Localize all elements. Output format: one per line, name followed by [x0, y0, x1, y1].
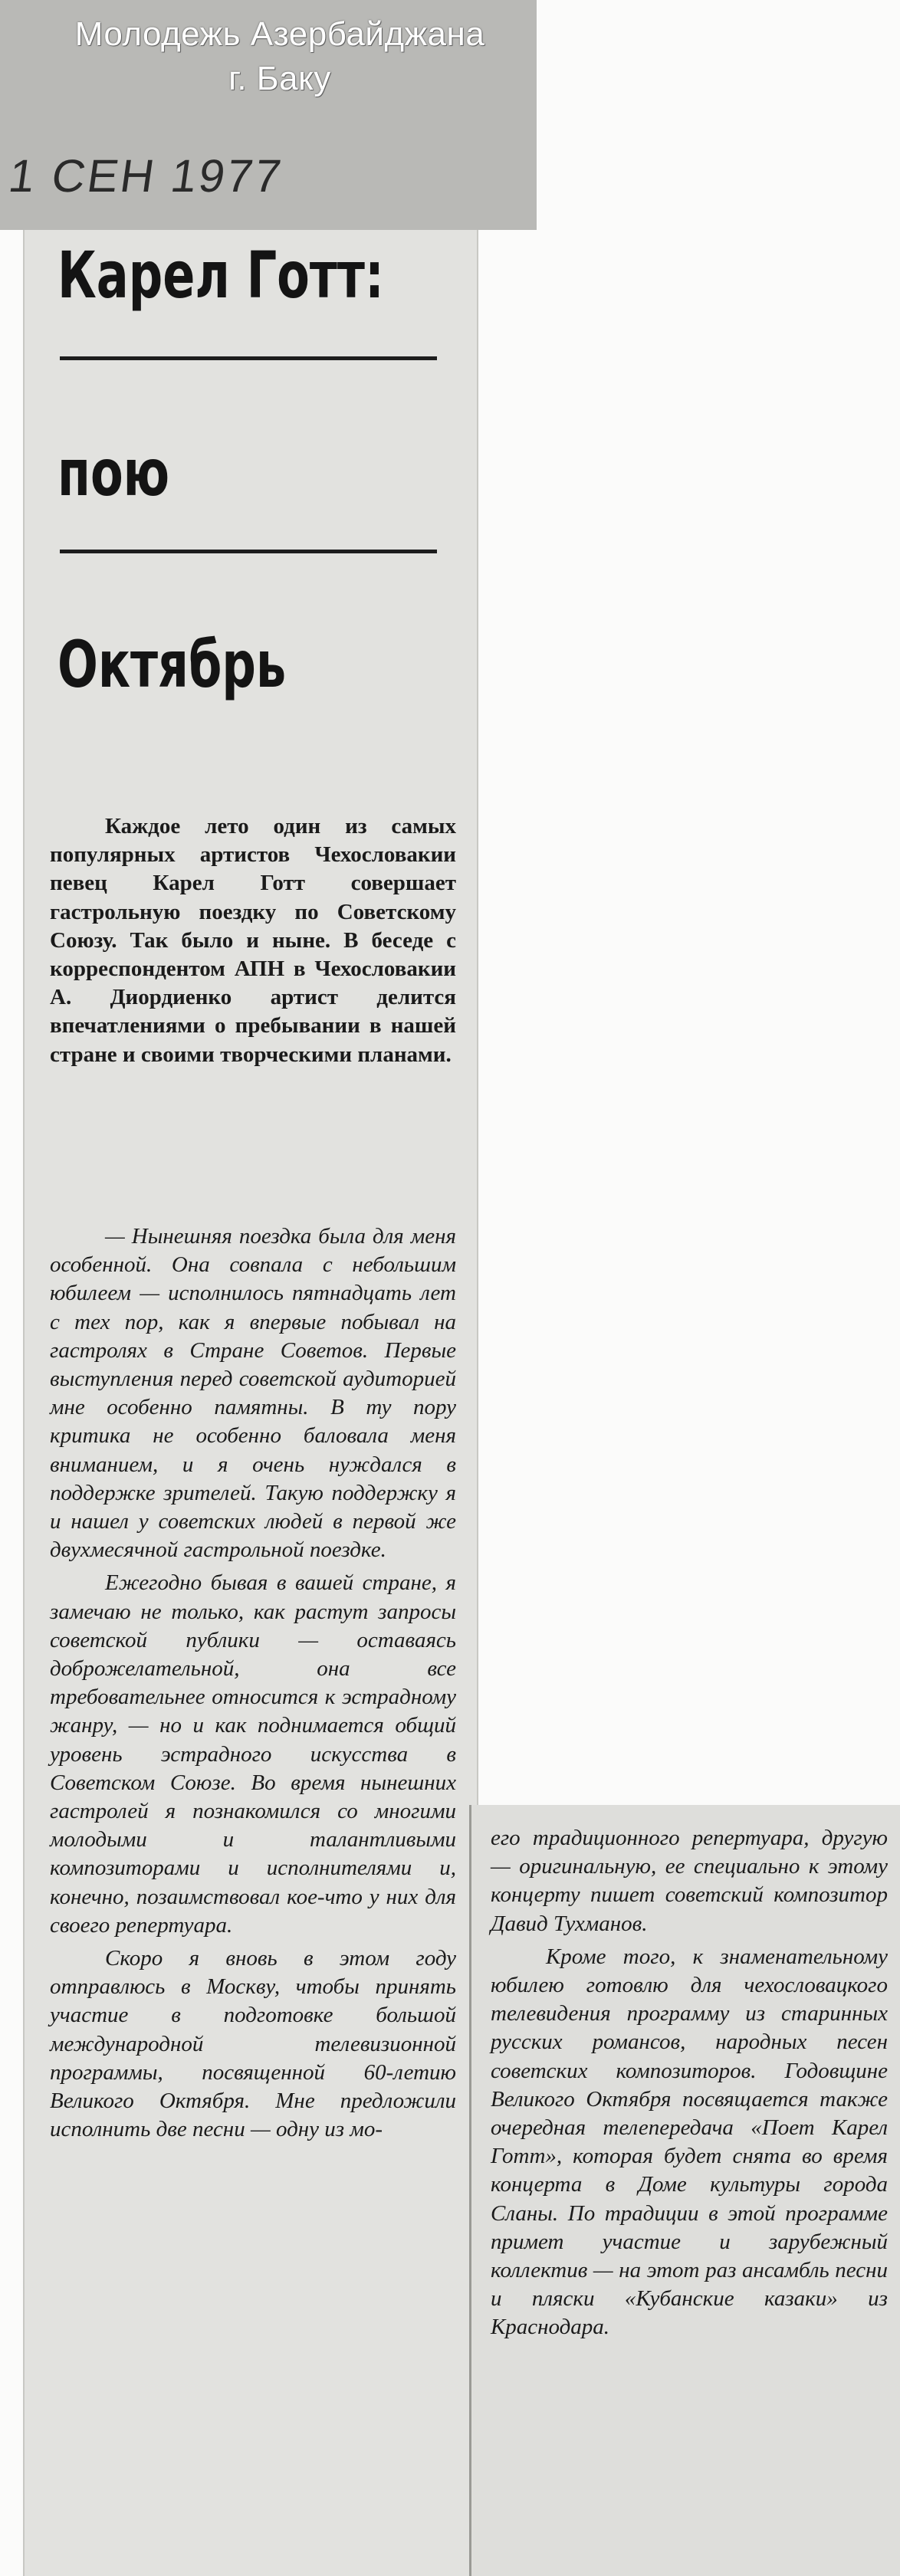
- archive-stamp: [0, 0, 537, 230]
- body-paragraph: — Нынешняя поездка была для меня особенной. Она совпала с небольшим юбилеем — исполнилось пятнадцать лет с тех пор, как я впервые побывал на гастролях в Стране Советов. Первые выступления перед советской аудиторией мне особенно памятны. В ту пору критика не особенно баловала меня вниманием, и я очень нуждался в поддержке зрителей. Такую поддержку я и нашел у советских людей в первой же двухмесячной гастрольной поездке.: [50, 1224, 456, 1563]
- article-body-right: [491, 1824, 888, 2342]
- headline-line-1: Карел Готт:: [57, 238, 384, 313]
- headline-rule: [60, 356, 437, 360]
- body-paragraph: его традиционного репертуара, другую — оригинальную, ее специально к этому концерту пишет советский композитор Давид Тухманов.: [491, 1826, 888, 1936]
- body-paragraph: Ежегодно бывая в вашей стране, я замечаю не только, как растут запросы советской публики — оставаясь доброжелательной, она все требовательнее относится к эстрадному жанру, — но и как поднимается общий уровень эстрадного искусства в Советском Союзе. Во время нынешних гастролей я познакомился со многими молодыми и талантливыми композиторами и исполнителями и, конечно, позаимствовал кое-что у них для своего репертуара.: [50, 1570, 456, 1938]
- publication-name: Молодежь Азербайджана: [74, 15, 485, 53]
- headline-line-3: Октябрь: [57, 627, 287, 702]
- publication-city: г. Баку: [228, 60, 331, 97]
- article-body-left: [50, 1222, 456, 2144]
- article-lead: [50, 812, 456, 1069]
- stamp-date: 1 СЕН 1977: [5, 150, 287, 202]
- body-paragraph: Кроме того, к знаменательному юбилею готовлю для чехословацкого телевидения программу из старинных русских романсов, народных песен советских композиторов. Годовщине Великого Октября посвящается также очередная телепередача «Поет Карел Готт», которая будет снята во время концерта в Доме культуры города Сланы. По традиции в этой программе примет участие и зарубежный коллектив — на этот раз ансамбль песни и пляски «Кубанские казаки» из Краснодара.: [491, 1944, 888, 2340]
- body-paragraph: Скоро я вновь в этом году отправлюсь в Москву, чтобы принять участие в подготовке большой международной телевизионной программы, посвященной 60-летию Великого Октября. Мне предложили исполнить две песни — одну из мо-: [50, 1946, 456, 2142]
- headline-line-2: пою: [57, 435, 170, 510]
- headline-rule: [60, 550, 437, 553]
- stamp-publication: [46, 12, 514, 101]
- lead-paragraph: Каждое лето один из самых популярных артистов Чехословакии певец Карел Готт совершает гастрольную поездку по Советскому Союзу. Так было и ныне. В беседе с корреспондентом АПН в Чехословакии А. Диордиенко артист делится впечатлениями о пребывании в нашей стране и своими творческими планами.: [50, 814, 456, 1067]
